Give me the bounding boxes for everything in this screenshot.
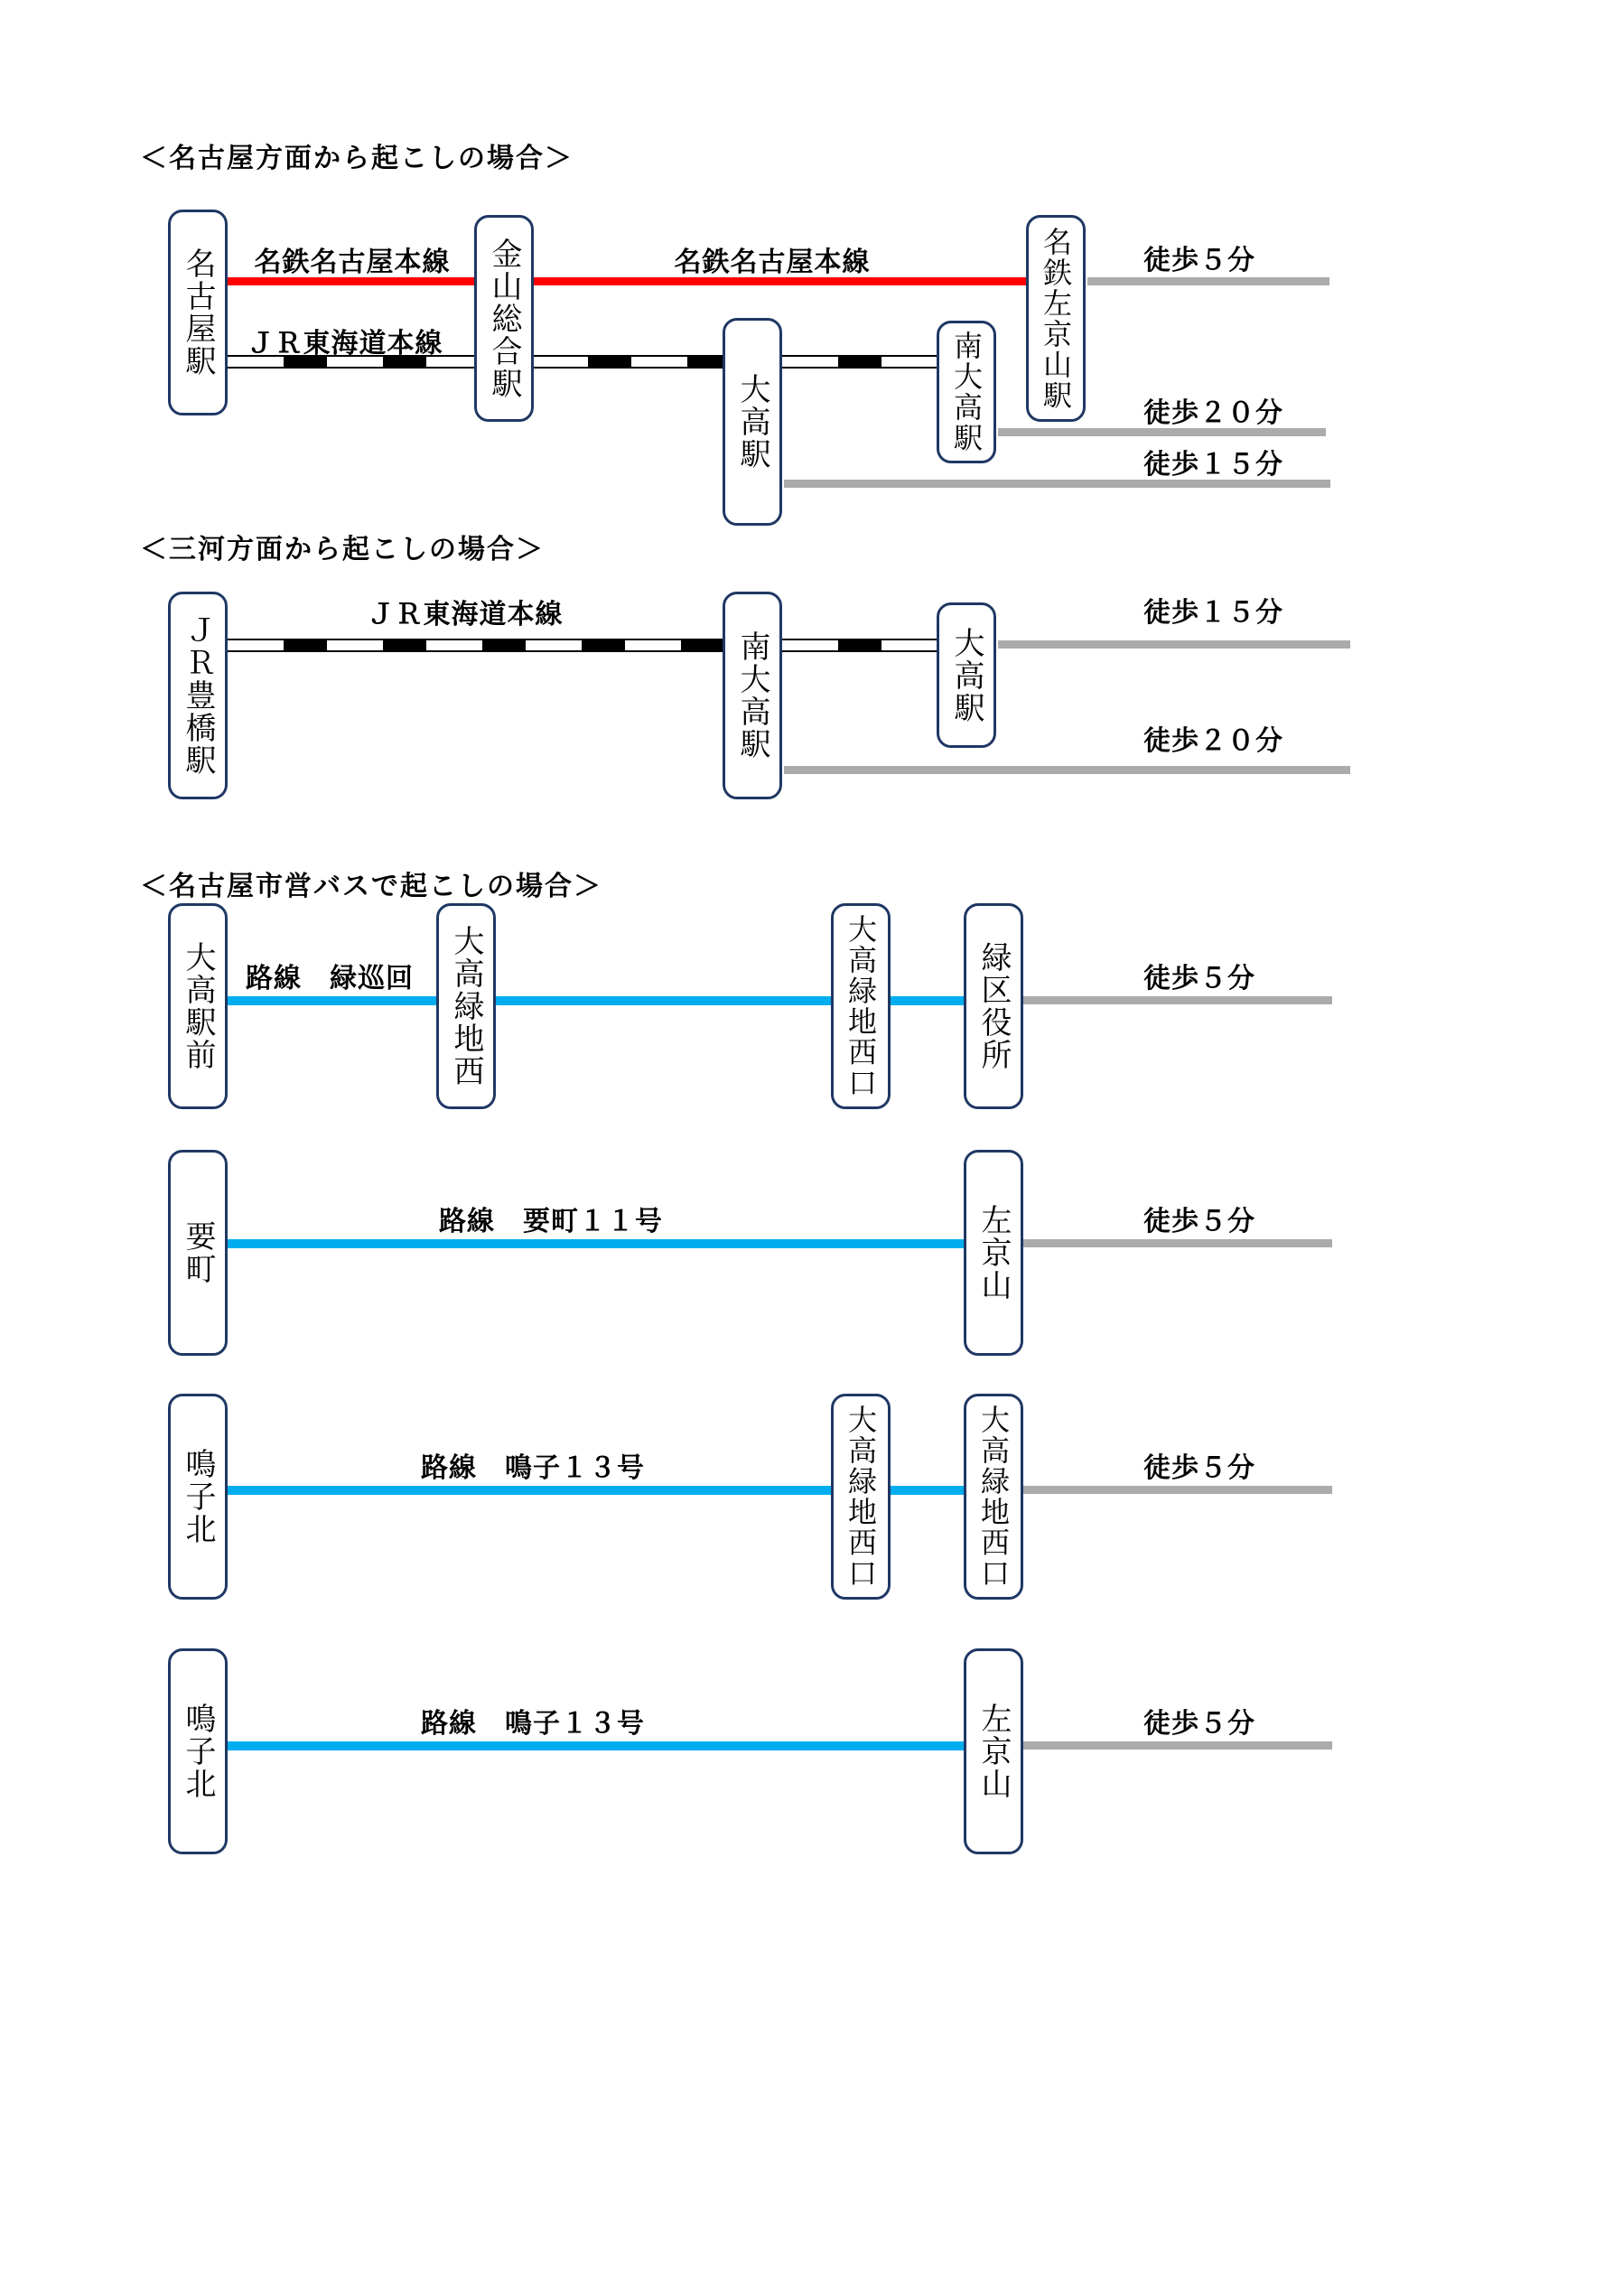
walk-label-row2: 徒歩５分 <box>1143 1206 1255 1237</box>
station-box-odaka: 大高駅 <box>723 318 782 526</box>
walk-label-row3: 徒歩５分 <box>1143 1452 1255 1484</box>
jr-tokaido-line-segment-4 <box>228 639 723 652</box>
jr-tokaido-line-segment-3 <box>782 355 938 369</box>
station-box-meitetsu-sakyoyama: 名鉄左京山駅 <box>1026 215 1086 422</box>
bus-line-row3-seg2 <box>889 1486 965 1495</box>
walk-line-row2 <box>1023 1239 1332 1247</box>
walk-line-row1 <box>1023 996 1332 1004</box>
bus-route-label-row2: 路線 要町１１号 <box>439 1206 663 1237</box>
bus-stop-box-narukokita-row4: 鳴子北 <box>168 1648 228 1854</box>
bus-line-row1-seg2 <box>494 996 833 1005</box>
bus-route-label-row4: 路線 鳴子１３号 <box>421 1708 645 1740</box>
bus-route-label-row3: 路線 鳴子１３号 <box>421 1452 645 1484</box>
bus-route-label-row1: 路線 緑巡回 <box>246 963 414 994</box>
walk-15min-label: 徒歩１５分 <box>1143 449 1283 481</box>
bus-stop-box-ryokuchi-nishiguchi-b: 大高緑地西口 <box>964 1394 1023 1600</box>
jr-line-label: ＪＲ東海道本線 <box>247 328 443 359</box>
walk-line-row4 <box>1023 1741 1332 1750</box>
meitetsu-line-label-2: 名鉄名古屋本線 <box>674 247 871 278</box>
bus-line-row3-seg1 <box>228 1486 833 1495</box>
jr-tokaido-line-segment-5 <box>782 639 937 652</box>
walk-line-row3 <box>1023 1486 1332 1494</box>
station-box-kanayama-sogo: 金山総合駅 <box>474 215 534 422</box>
bus-line-row4 <box>228 1741 965 1750</box>
station-box-minami-odaka-2: 南大高駅 <box>723 592 782 799</box>
walk-20min-label-2: 徒歩２０分 <box>1143 725 1283 757</box>
bus-stop-box-midori-kuyakusho: 緑区役所 <box>964 903 1023 1109</box>
bus-line-row1-seg3 <box>889 996 965 1005</box>
bus-line-row1-seg1 <box>228 996 438 1005</box>
walk-line-5min <box>1087 277 1329 285</box>
bus-stop-box-odaka-ekimae: 大高駅前 <box>168 903 228 1109</box>
station-box-minami-odaka: 南大高駅 <box>937 321 996 463</box>
bus-stop-box-ryokuchi-nishiguchi-a: 大高緑地西口 <box>831 1394 891 1600</box>
station-box-odaka-2: 大高駅 <box>937 602 996 748</box>
station-box-nagoya: 名古屋駅 <box>168 210 228 415</box>
section-title-nagoya: ＜名古屋方面から起こしの場合＞ <box>140 143 574 174</box>
walk-5min-label: 徒歩５分 <box>1143 245 1255 276</box>
walk-label-row4: 徒歩５分 <box>1143 1708 1255 1740</box>
walk-line-20min-2 <box>784 766 1350 774</box>
walk-20min-label: 徒歩２０分 <box>1143 397 1283 429</box>
bus-stop-box-sakyoyama-row2: 左京山 <box>964 1150 1023 1356</box>
bus-stop-box-sakyoyama-row4: 左京山 <box>964 1648 1023 1854</box>
bus-line-row2 <box>228 1239 965 1248</box>
meitetsu-line-label-1: 名鉄名古屋本線 <box>254 247 451 278</box>
walk-label-row1: 徒歩５分 <box>1143 963 1255 994</box>
station-box-jr-toyohashi: ＪＲ豊橋駅 <box>168 592 228 799</box>
walk-line-15min-2 <box>998 640 1350 649</box>
jr-tokaido-line-segment-2 <box>532 355 724 369</box>
jr-line-label-2: ＪＲ東海道本線 <box>367 599 564 630</box>
bus-stop-box-ryokuchi-nishi: 大高緑地西 <box>436 903 496 1109</box>
bus-stop-box-narukokita-row3: 鳴子北 <box>168 1394 228 1600</box>
section-title-city-bus: ＜名古屋市営バスで起こしの場合＞ <box>140 871 602 902</box>
bus-stop-box-ryokuchi-nishiguchi: 大高緑地西口 <box>831 903 891 1109</box>
section-title-mikawa: ＜三河方面から起こしの場合＞ <box>140 534 545 565</box>
bus-stop-box-kanamecho: 要町 <box>168 1150 228 1356</box>
walk-15min-label-2: 徒歩１５分 <box>1143 597 1283 629</box>
